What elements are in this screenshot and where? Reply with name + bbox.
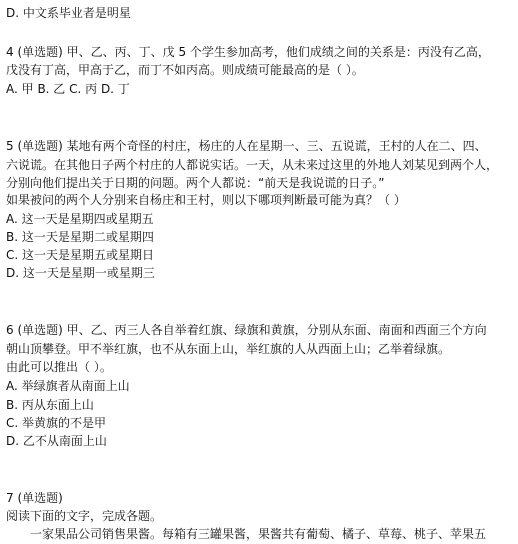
q6-stem-line: 6 (单选题) 甲、乙、丙三人各自举着红旗、绿旗和黄旗，分别从东面、南面和西面三个方向 (6, 323, 487, 337)
q4-stem-line: 戊没有丁高，甲高于乙，而丁不如丙高。则成绩可能最高的是（ ）。 (6, 63, 364, 77)
q5-stem-line: 5 (单选题) 某地有两个奇怪的村庄，杨庄的人在星期一、三、五说谎，王村的人在二、四、 (6, 139, 487, 153)
q6-stem-line: 由此可以推出（ ）。 (6, 360, 112, 374)
q6-option-a[interactable]: A. 举绿旗者从南面上山 (6, 379, 130, 393)
q6-option-d[interactable]: D. 乙不从南面上山 (6, 434, 107, 448)
q7-header: 7 (单选题) (6, 491, 63, 505)
q6-option-c[interactable]: C. 举黄旗的不是甲 (6, 416, 107, 430)
q5-option-d[interactable]: D. 这一天是星期一或星期三 (6, 266, 155, 280)
q6-option-b[interactable]: B. 丙从东面上山 (6, 398, 94, 412)
q7-intro: 阅读下面的文字，完成各题。 (6, 509, 163, 523)
q5-option-c[interactable]: C. 这一天是星期五或星期日 (6, 248, 155, 262)
q5-stem-line: 分别向他们提出关于日期的问题。两个人都说：“前天是我说谎的日子。” (6, 176, 385, 190)
q5-option-b[interactable]: B. 这一天是星期二或星期四 (6, 230, 154, 244)
q5-stem-line: 如果被问的两个人分别来自杨庄和王村，则以下哪项判断最可能为真？（ ） (6, 193, 406, 207)
q7-passage-line: 一家果品公司销售果酱。每箱有三罐果酱，果酱共有葡萄、橘子、草莓、桃子、苹果五 (30, 527, 487, 541)
q5-option-a[interactable]: A. 这一天是星期四或星期五 (6, 212, 154, 226)
q4-stem-line: 4 (单选题) 甲、乙、丙、丁、戊 5 个学生参加高考，他们成绩之间的关系是：丙没有乙高， (6, 45, 490, 59)
q6-stem-line: 朝山顶攀登。甲不举红旗，也不从东面上山，举红旗的人从西面上山；乙举着绿旗。 (6, 342, 451, 356)
q4-options[interactable]: A. 甲 B. 乙 C. 丙 D. 丁 (6, 82, 130, 96)
q3-option-d[interactable]: D. 中文系毕业者是明星 (6, 6, 131, 20)
q5-stem-line: 六说谎。在其他日子两个村庄的人都说实话。一天，从未来过这里的外地人刘某见到两个人， (6, 158, 499, 172)
